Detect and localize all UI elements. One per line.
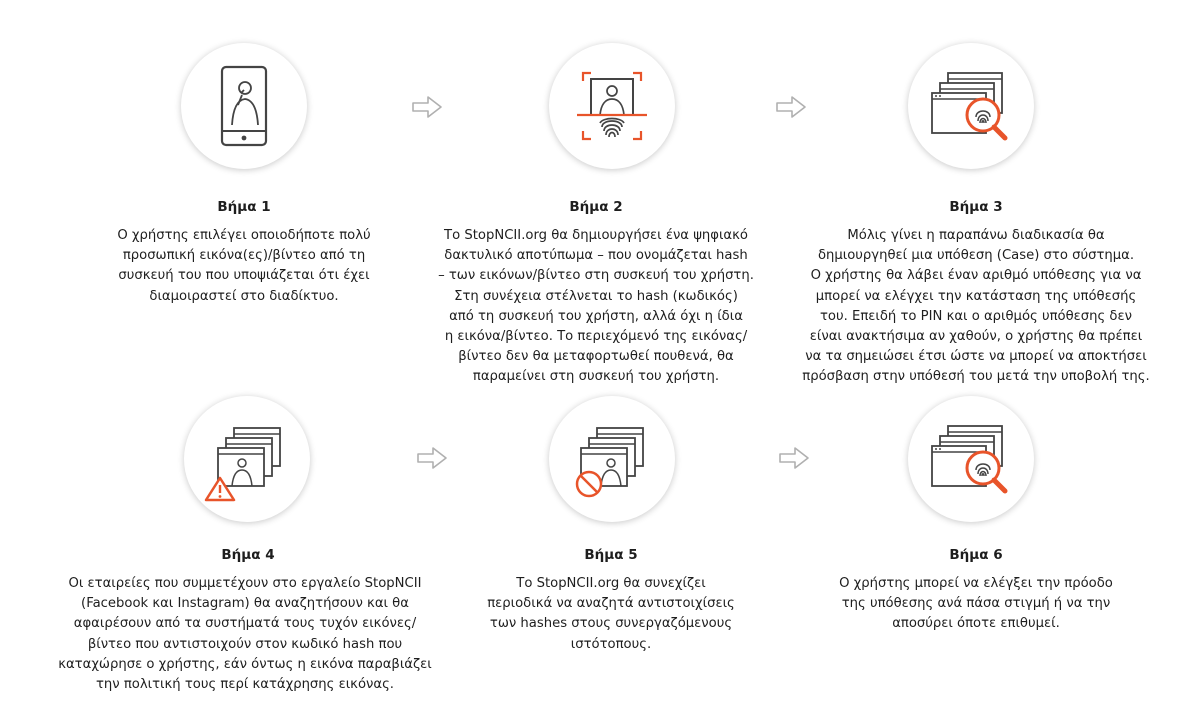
step-3-title: Βήμα 3: [949, 199, 1003, 215]
right-arrow-icon: [411, 95, 443, 119]
right-arrow-icon: [416, 446, 448, 470]
step-2-icon-circle: [549, 43, 675, 169]
step-1-text: Ο χρήστης επιλέγει οποιοδήποτε πολύ προσωπική εικόνα(ες)/βίντεο από τη συσκευή του που υποψιάζεται ότι έχει διαμοιραστεί στο διαδίκτυο.: [117, 228, 371, 304]
windows-warning-icon: [184, 396, 310, 522]
photo-fingerprint-scan-icon: [549, 43, 675, 169]
step-4-text: Οι εταιρείες που συμμετέχουν στο εργαλείο StopNCII (Facebook και Instagram) θα αναζητήσουν και θα αφαιρέσουν από τα συστήματά τους τυχόν εικόνες/ βίντεο που αντιστοιχούν στον κωδικό hash που καταχώρησε ο χρήστης, εάν όντως η εικόνα παραβιάζει την πολιτική τους περί κατάχρησης εικόνας.: [58, 576, 432, 693]
step-5-text: Το StopNCII.org θα συνεχίζει περιοδικά να αναζητά αντιστοιχίσεις των hashes στους συνεργαζόμενους ιστότοπους.: [487, 576, 735, 652]
step-6-text: Ο χρήστης μπορεί να ελέγξει την πρόοδο της υπόθεσης ανά πάσα στιγμή ή να την αποσύρει όποτε επιθυμεί.: [839, 576, 1113, 632]
step-2-title: Βήμα 2: [569, 199, 623, 215]
step-6-icon-circle: [908, 396, 1034, 522]
step-2-text: Το StopNCII.org θα δημιουργήσει ένα ψηφιακό δακτυλικό αποτύπωμα – που ονομάζεται hash – των εικόνων/βίντεο στη συσκευή του χρήστη. Στη συνέχεια στέλνεται το hash (κωδικός) από τη συσκευή του χρήστη, αλλά όχι η ίδια η εικόνα/βίντεο. Το περιεχόμενό της εικόνας/ βίντεο δεν θα μεταφορτωθεί πουθενά, θα παραμείνει στη συσκευή του χρήστη.: [438, 228, 754, 385]
right-arrow-icon: [775, 95, 807, 119]
windows-fingerprint-magnifier-icon: [908, 43, 1034, 169]
step-6-title: Βήμα 6: [949, 547, 1003, 563]
step-4-title: Βήμα 4: [221, 547, 275, 563]
windows-blocked-icon: [549, 396, 675, 522]
step-3-text: Μόλις γίνει η παραπάνω διαδικασία θα δημιουργηθεί μια υπόθεση (Case) στο σύστημα. Ο χρήστης θα λάβει έναν αριθμό υπόθεσης για να μπορεί να ελέγχει την κατάσταση της υπόθεσής του. Επειδή το PIN και ο αριθμός υπόθεσης δεν είναι ανακτήσιμα αν χαθούν, ο χρήστης θα πρέπει να τα σημειώσει έτσι ώστε να μπορεί να αποκτήσει πρόσβαση στην υπόθεσή του μετά την υποβολή της.: [802, 228, 1150, 385]
right-arrow-icon: [778, 446, 810, 470]
phone-person-icon: [181, 43, 307, 169]
step-5-title: Βήμα 5: [584, 547, 638, 563]
step-1-icon-circle: [181, 43, 307, 169]
windows-fingerprint-magnifier-icon: [908, 396, 1034, 522]
step-5-icon-circle: [549, 396, 675, 522]
step-4-icon-circle: [184, 396, 310, 522]
step-1-title: Βήμα 1: [217, 199, 271, 215]
step-3-icon-circle: [908, 43, 1034, 169]
